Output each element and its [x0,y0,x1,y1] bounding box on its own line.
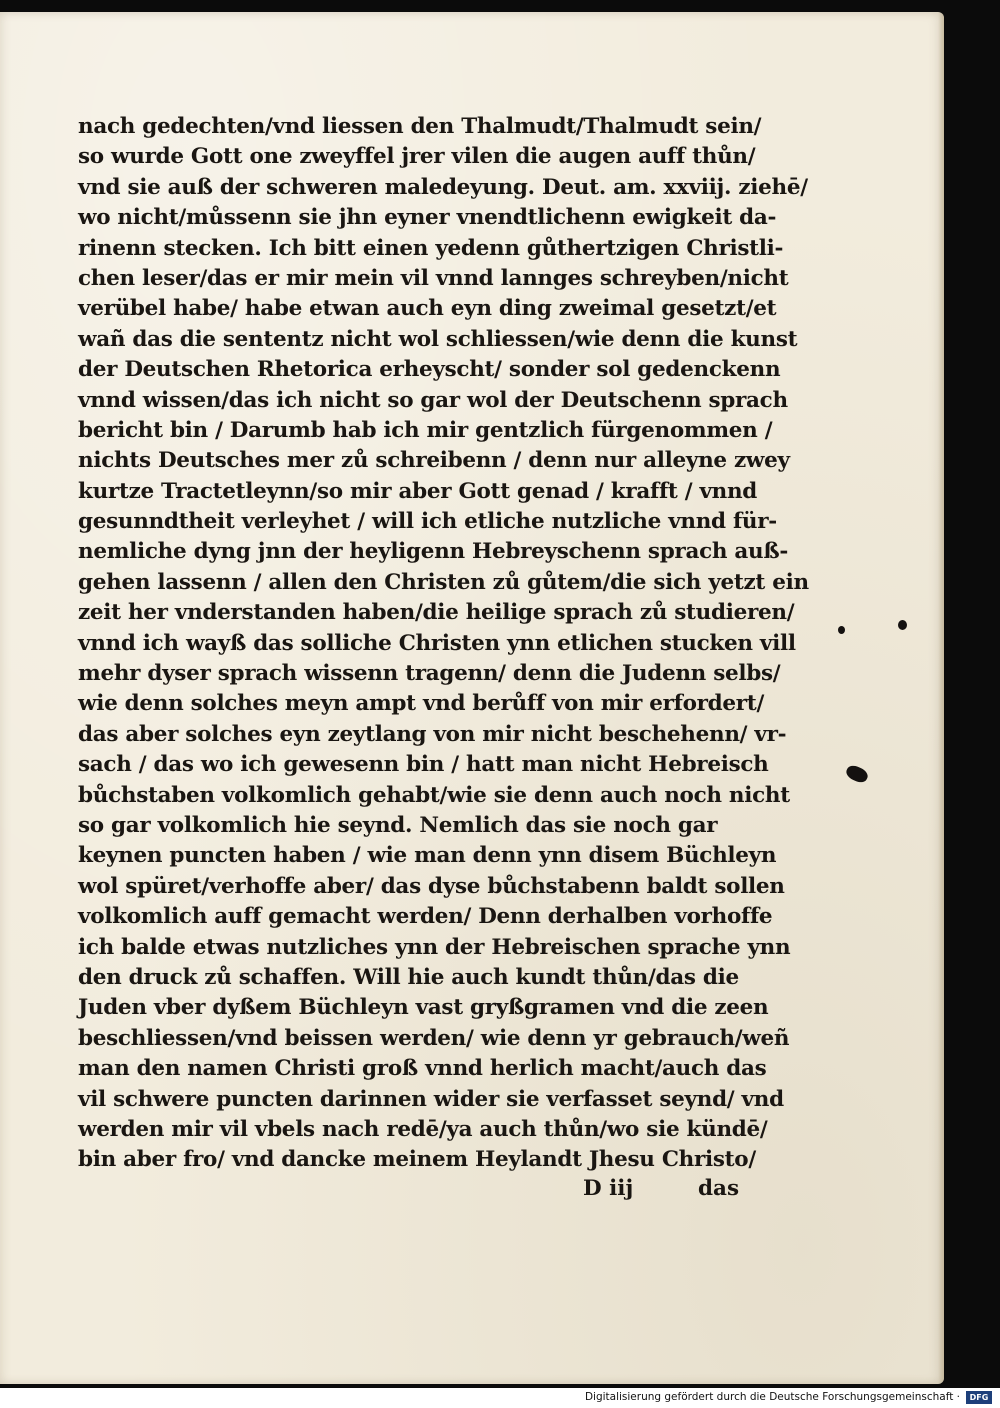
quire-signature: D iij [583,1176,634,1201]
text-line: vnd sie auß der schweren maledeyung. Deut. am. xxviij. ziehē/ [78,174,808,200]
text-line: volkomlich auff gemacht werden/ Denn derhalben vorhoffe [78,904,773,930]
text-line: gesunndtheit verleyhet / will ich etliche nutzliche vnnd für- [78,509,777,535]
text-line: wol spüret/verhoffe aber/ das dyse bůchstabenn baldt sollen [78,873,785,899]
text-line: bůchstaben volkomlich gehabt/wie sie denn auch noch nicht [78,782,790,808]
text-line: verübel habe/ habe etwan auch eyn ding zweimal gesetzt/et [78,296,777,322]
text-line: bericht bin / Darumb hab ich mir gentzlich fürgenommen / [78,417,773,443]
text-line: sach / das wo ich gewesenn bin / hatt man nicht Hebreisch [78,752,769,778]
text-line: ich balde etwas nutzliches ynn der Hebreischen sprache ynn [78,934,791,960]
text-line: wañ das die sententz nicht wol schliessen/wie denn die kunst [78,326,798,352]
text-line: man den namen Christi groß vnnd herlich macht/auch das [78,1056,767,1082]
catchword: das [698,1176,740,1201]
text-line: so wurde Gott one zweyffel jrer vilen die augen auff thůn/ [78,144,756,170]
text-line: das aber solches eyn zeytlang von mir nicht beschehenn/ vr- [78,721,787,747]
text-line: wie denn solches meyn ampt vnd berůff von mir erfordert/ [78,691,764,717]
footer-bar [0,1388,1000,1408]
funding-credit: Digitalisierung gefördert durch die Deutsche Forschungsgemeinschaft · [584,1391,960,1403]
text-line: nichts Deutsches mer zů schreibenn / denn nur alleyne zwey [78,448,790,474]
text-line: so gar volkomlich hie seynd. Nemlich das sie noch gar [78,812,718,838]
text-line: wo nicht/můssenn sie jhn eyner vnendtlichenn ewigkeit da- [78,205,777,231]
text-line: kurtze Tractetleynn/so mir aber Gott genad / krafft / vnnd [78,478,758,504]
dfg-logo: DFG [966,1391,992,1404]
text-line: keynen puncten haben / wie man denn ynn disem Büchleyn [78,843,777,869]
text-line: gehen lassenn / allen den Christen zů gůtem/die sich yetzt ein [78,569,809,595]
text-line: vil schwere puncten darinnen wider sie verfasset seynd/ vnd [78,1086,784,1112]
signature-line [78,1176,758,1206]
page-edge [938,12,944,1384]
ink-speck [898,620,907,630]
text-line: rinenn stecken. Ich bitt einen yedenn gůthertzigen Christli- [78,235,784,261]
book-page [0,12,944,1384]
text-line: beschliessen/vnd beissen werden/ wie denn yr gebrauch/weñ [78,1025,790,1051]
text-line: der Deutschen Rhetorica erheyscht/ sonder sol gedenckenn [78,357,781,383]
text-line: Juden vber dyßem Büchleyn vast gryßgramen vnd die zeen [78,995,769,1021]
text-line: nach gedechten/vnd liessen den Thalmudt/Thalmudt sein/ [78,114,762,139]
ink-speck [838,626,845,634]
text-line: den druck zů schaffen. Will hie auch kundt thůn/das die [78,964,739,990]
text-line: vnnd wissen/das ich nicht so gar wol der Deutschenn sprach [78,387,788,413]
text-block [78,112,809,1176]
text-line: vnnd ich wayß das solliche Christen ynn etlichen stucken vill [78,630,796,656]
text-line: nemliche dyng jnn der heyligenn Hebreyschenn sprach auß- [78,539,789,565]
text-line: chen leser/das er mir mein vil vnnd lannges schreyben/nicht [78,265,789,291]
text-line: werden mir vil vbels nach redē/ya auch thůn/wo sie kündē/ [78,1116,768,1142]
text-line: bin aber fro/ vnd dancke meinem Heylandt Jhesu Christo/ [78,1147,756,1173]
ink-blot [844,763,870,785]
text-line: mehr dyser sprach wissenn tragenn/ denn die Judenn selbs/ [78,661,781,687]
text-line: zeit her vnderstanden haben/die heilige sprach zů studieren/ [78,600,795,626]
